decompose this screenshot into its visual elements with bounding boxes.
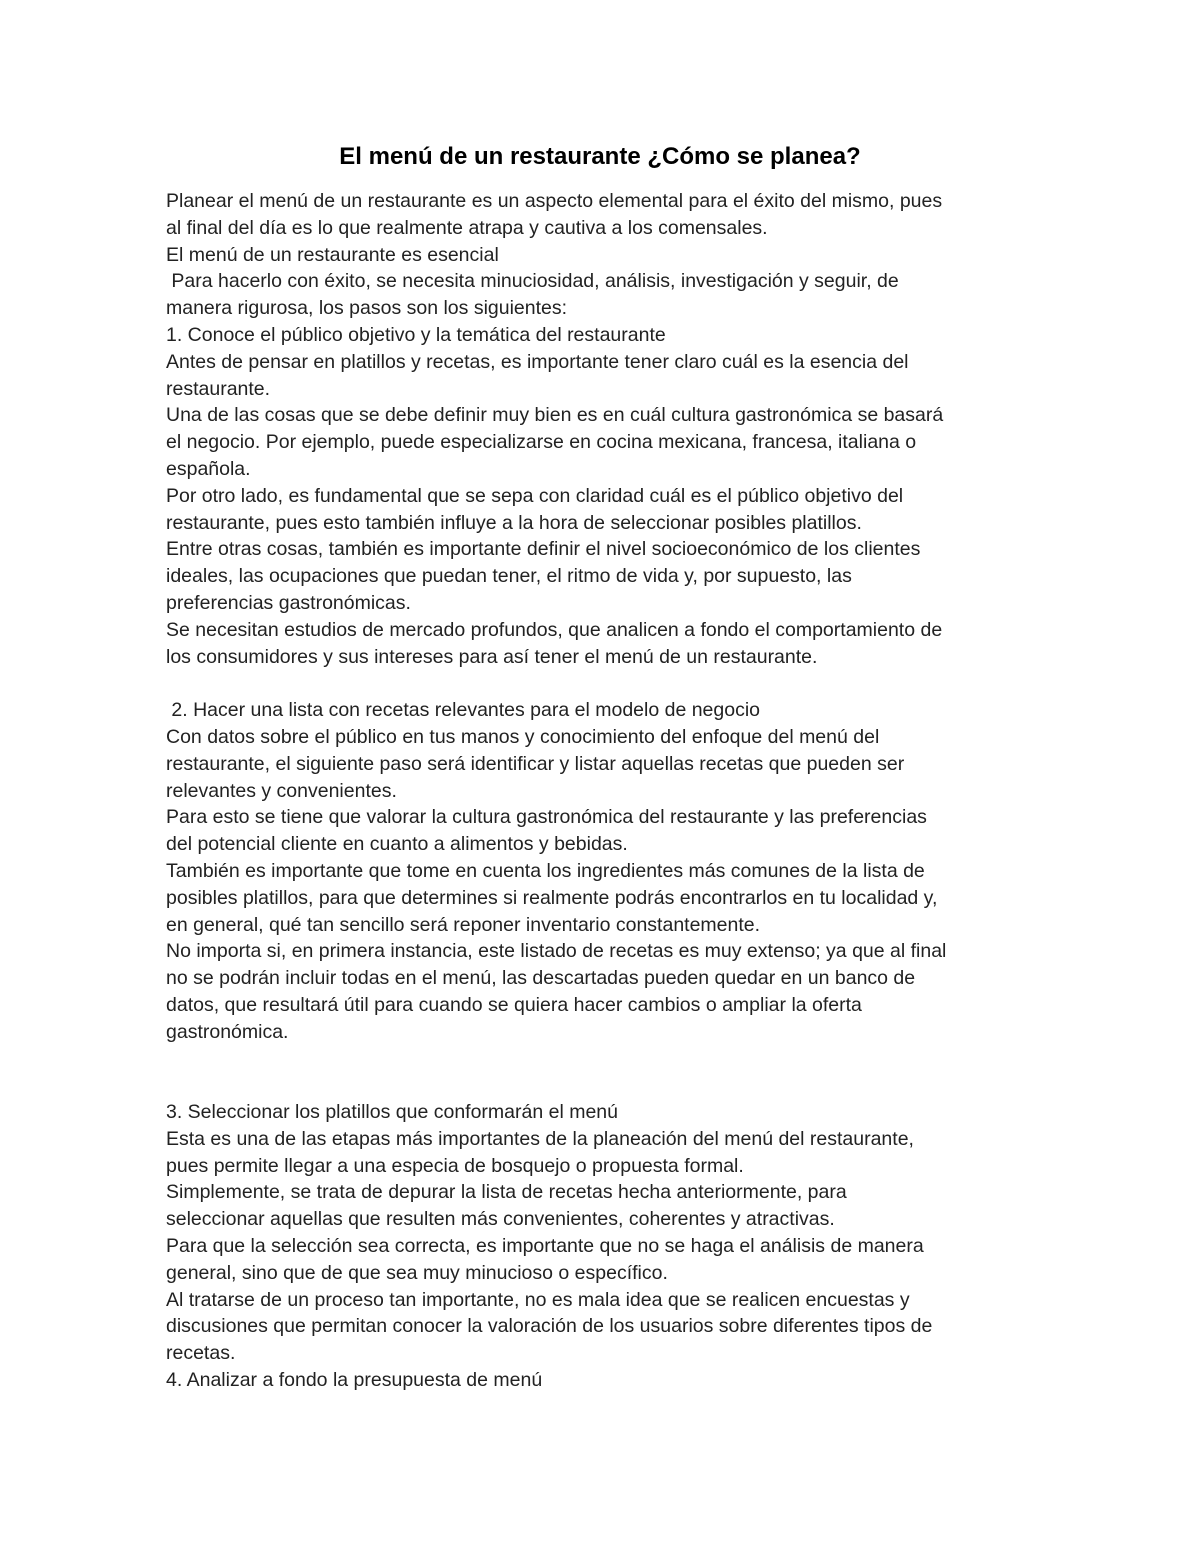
text-line: Por otro lado, es fundamental que se sepa con claridad cuál es el público objetivo del: [166, 484, 904, 507]
text-line: Entre otras cosas, también es importante definir el nivel socioeconómico de los clientes: [166, 538, 921, 561]
text-line: recetas.: [166, 1342, 236, 1365]
text-line: del potencial cliente en cuanto a alimentos y bebidas.: [166, 833, 628, 856]
text-line: restaurante.: [166, 377, 271, 400]
document-body: [166, 188, 1046, 1394]
text-line: 2. Hacer una lista con recetas relevantes para el modelo de negocio: [166, 699, 761, 722]
text-line: Al tratarse de un proceso tan importante, no es mala idea que se realicen encuestas y: [166, 1288, 910, 1311]
text-line: Antes de pensar en platillos y recetas, es importante tener claro cuál es la esencia del: [166, 350, 909, 373]
text-line: no se podrán incluir todas en el menú, las descartadas pueden quedar en un banco de: [166, 967, 916, 990]
text-line: discusiones que permitan conocer la valoración de los usuarios sobre diferentes tipos de: [166, 1315, 933, 1338]
text-line: restaurante, el siguiente paso será identificar y listar aquellas recetas que pueden ser: [166, 752, 905, 775]
text-line: El menú de un restaurante es esencial: [166, 243, 499, 266]
text-line: los consumidores y sus intereses para así tener el menú de un restaurante.: [166, 645, 818, 668]
text-line: Para hacerlo con éxito, se necesita minuciosidad, análisis, investigación y seguir, de: [166, 270, 899, 293]
text-line: 3. Seleccionar los platillos que conformarán el menú: [166, 1101, 618, 1124]
text-line: Una de las cosas que se debe definir muy bien es en cuál cultura gastronómica se basará: [166, 404, 944, 427]
text-line: 4. Analizar a fondo la presupuesta de menú: [166, 1369, 543, 1392]
document-title: El menú de un restaurante ¿Cómo se planea?: [339, 143, 861, 170]
text-line: Para esto se tiene que valorar la cultura gastronómica del restaurante y las preferencias: [166, 806, 927, 829]
text-line: española.: [166, 457, 251, 480]
text-line: manera rigurosa, los pasos son los siguientes:: [166, 297, 568, 320]
text-line: al final del día es lo que realmente atrapa y cautiva a los comensales.: [166, 216, 768, 239]
text-line: Para que la selección sea correcta, es importante que no se haga el análisis de manera: [166, 1235, 924, 1258]
text-line: gastronómica.: [166, 1020, 289, 1043]
text-line: Se necesitan estudios de mercado profundos, que analicen a fondo el comportamiento de: [166, 618, 943, 641]
text-line: No importa si, en primera instancia, este listado de recetas es muy extenso; ya que al final: [166, 940, 947, 963]
text-line: Esta es una de las etapas más importantes de la planeación del menú del restaurante,: [166, 1127, 914, 1150]
text-line: pues permite llegar a una especia de bosquejo o propuesta formal.: [166, 1154, 744, 1177]
text-line: posibles platillos, para que determines si realmente podrás encontrarlos en tu localidad y,: [166, 886, 938, 909]
text-line: 1. Conoce el público objetivo y la temática del restaurante: [166, 323, 666, 346]
text-line: Simplemente, se trata de depurar la lista de recetas hecha anteriormente, para: [166, 1181, 847, 1204]
text-line: Planear el menú de un restaurante es un aspecto elemental para el éxito del mismo, pues: [166, 190, 943, 212]
blank-line: [166, 1046, 1046, 1073]
text-line: restaurante, pues esto también influye a la hora de seleccionar posibles platillos.: [166, 511, 862, 534]
text-line: el negocio. Por ejemplo, puede especializarse en cocina mexicana, francesa, italiana o: [166, 431, 917, 454]
blank-line: [166, 670, 1046, 697]
text-line: También es importante que tome en cuenta los ingredientes más comunes de la lista de: [166, 859, 925, 882]
text-line: ideales, las ocupaciones que puedan tener, el ritmo de vida y, por supuesto, las: [166, 565, 852, 588]
text-line: datos, que resultará útil para cuando se quiera hacer cambios o ampliar la oferta: [166, 993, 862, 1016]
text-line: Con datos sobre el público en tus manos y conocimiento del enfoque del menú del: [166, 725, 880, 748]
blank-line: [166, 1072, 1046, 1099]
text-line: en general, qué tan sencillo será reponer inventario constantemente.: [166, 913, 761, 936]
text-line: seleccionar aquellas que resulten más convenientes, coherentes y atractivas.: [166, 1208, 835, 1231]
text-line: general, sino que de que sea muy minucioso o específico.: [166, 1261, 668, 1284]
text-line: relevantes y convenientes.: [166, 779, 397, 802]
text-line: preferencias gastronómicas.: [166, 591, 411, 614]
